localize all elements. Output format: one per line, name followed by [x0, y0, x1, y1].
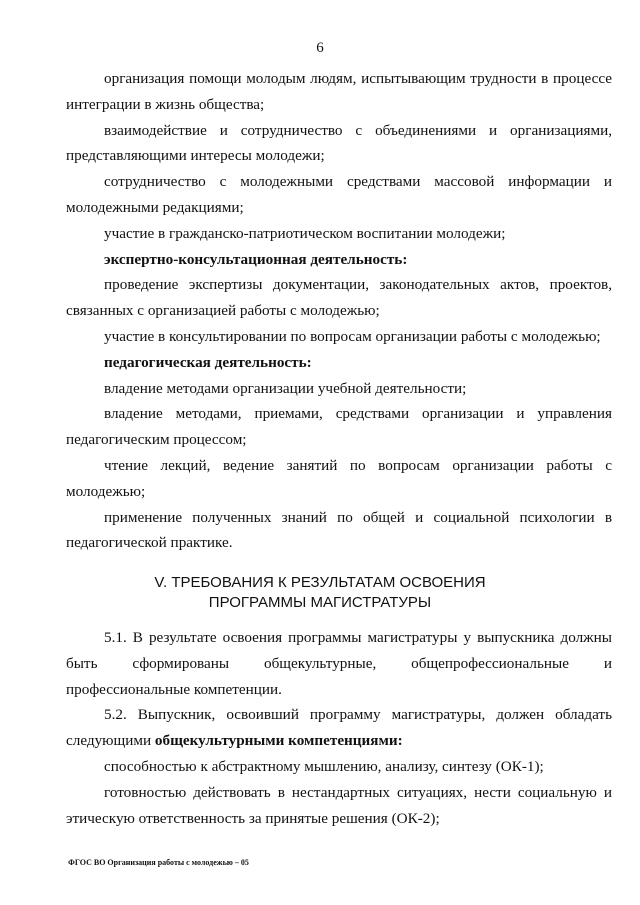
heading-text: педагогическая деятельность: — [104, 353, 312, 371]
section-body — [66, 625, 612, 831]
paragraph: владение методами, приемами, средствами организации и управления педагогическим процессом; — [66, 405, 612, 449]
paragraph-text: 5.2. Выпускник, освоивший программу магистратуры, должен обладать следующими — [66, 706, 612, 750]
paragraph: владение методами организации учебной деятельности; — [104, 379, 467, 397]
paragraph: участие в гражданско-патриотическом воспитании молодежи; — [104, 224, 506, 242]
paragraph: участие в консультировании по вопросам организации работы с молодежью; — [104, 327, 601, 345]
heading-text: экспертно-консультационная деятельность: — [104, 250, 408, 268]
document-body — [66, 66, 612, 556]
subsection-heading — [66, 350, 612, 376]
paragraph: организация помощи молодым людям, испытывающим трудности в процессе интеграции в жизнь общества; — [66, 70, 612, 113]
section-title-line: V. ТРЕБОВАНИЯ К РЕЗУЛЬТАТАМ ОСВОЕНИЯ — [154, 574, 486, 591]
emphasis-text: общекультурными компетенциями: — [154, 732, 403, 750]
paragraph: взаимодействие и сотрудничество с объединениями и организациями, представляющими интересы молодежи; — [66, 121, 612, 165]
section-title — [0, 573, 640, 613]
paragraph: применение полученных знаний по общей и социальной психологии в педагогической практике. — [66, 508, 612, 552]
paragraph: чтение лекций, ведение занятий по вопросам организации работы с молодежью; — [66, 456, 612, 500]
paragraph: способностью к абстрактному мышлению, анализу, синтезу (ОК-1); — [104, 757, 544, 775]
footer-text: ФГОС ВО Организация работы с молодежью – 05 — [68, 858, 249, 867]
page-number: 6 — [316, 40, 324, 56]
paragraph: готовностью действовать в нестандартных ситуациях, нести социальную и этическую ответственность за принятые решения (ОК-2); — [66, 783, 612, 827]
paragraph: проведение экспертизы документации, законодательных актов, проектов, связанных с организацией работы с молодежью; — [66, 276, 612, 320]
section-title-line: ПРОГРАММЫ МАГИСТРАТУРЫ — [208, 594, 432, 611]
paragraph: сотрудничество с молодежными средствами массовой информации и молодежными редакциями; — [66, 173, 612, 216]
subsection-heading — [66, 247, 612, 273]
paragraph: 5.1. В результате освоения программы магистратуры у выпускника должны быть сформированы общекультурные, общепрофессиональные и профессиональные компетенции. — [66, 629, 612, 698]
paragraph — [66, 702, 612, 754]
